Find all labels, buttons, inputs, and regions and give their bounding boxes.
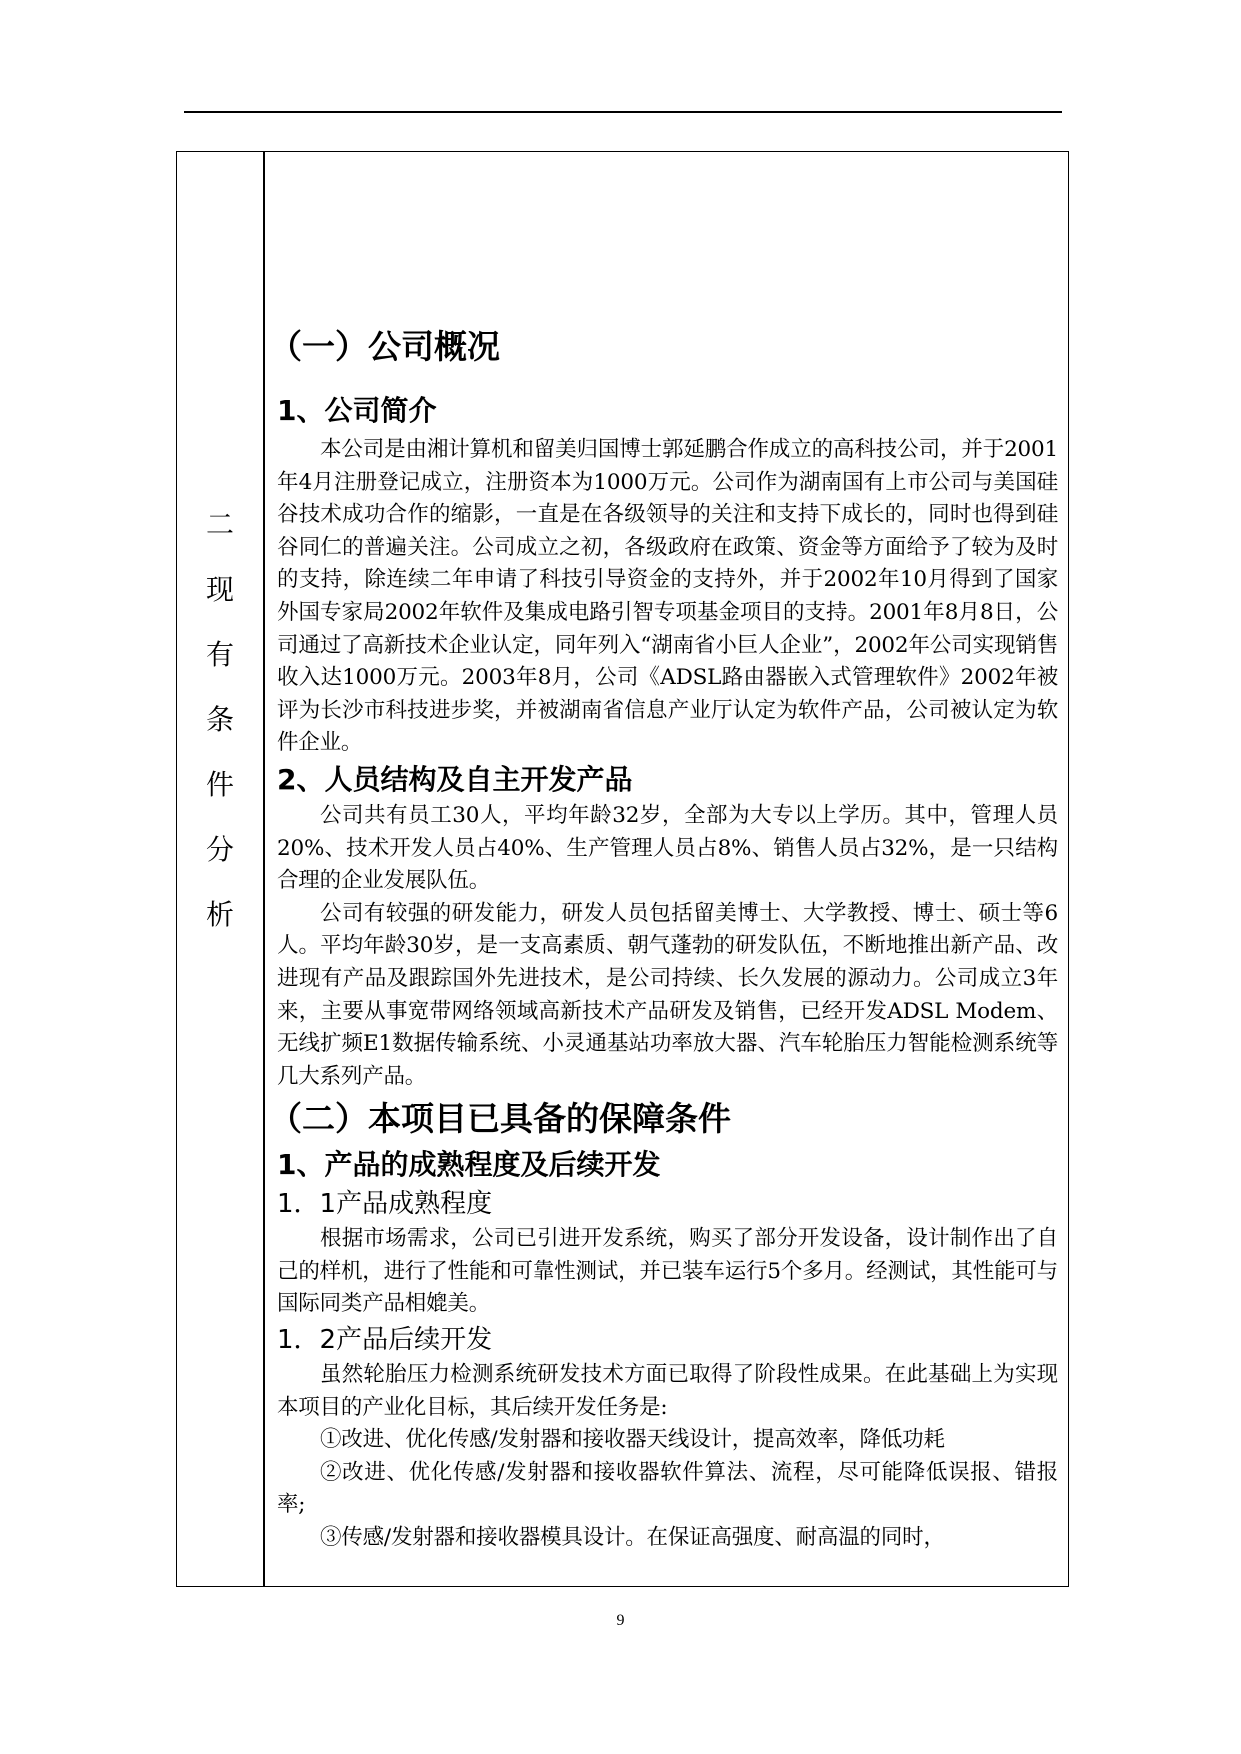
side-label bbox=[177, 492, 263, 947]
subsubsection-title: 1．1产品成熟程度 bbox=[277, 1189, 493, 1220]
subsection-title: 1、公司简介 bbox=[277, 394, 437, 427]
subsubsection-title: 1．2产品后续开发 bbox=[277, 1325, 493, 1356]
list-item: ①改进、优化传感/发射器和接收器天线设计，提高效率，降低功耗 bbox=[320, 1427, 945, 1453]
document-table bbox=[176, 151, 1069, 1587]
side-label-char: 分 bbox=[205, 833, 234, 866]
page-number: 9 bbox=[616, 1612, 625, 1629]
side-label-char: 有 bbox=[205, 638, 234, 671]
paragraph: 虽然轮胎压力检测系统研发技术方面已取得了阶段性成果。在此基础上为实现本项目的产业化目标，其后续开发任务是: bbox=[277, 1362, 1058, 1420]
list-item: ③传感/发射器和接收器模具设计。在保证高强度、耐高温的同时， bbox=[320, 1525, 945, 1551]
side-label-char: 析 bbox=[205, 898, 234, 931]
side-label-char: 二 bbox=[205, 508, 234, 541]
list-item: ②改进、优化传感/发射器和接收器软件算法、流程，尽可能降低误报、错报率; bbox=[277, 1459, 1058, 1518]
subsection-title: 2、人员结构及自主开发产品 bbox=[277, 762, 633, 796]
paragraph: 公司共有员工30人，平均年龄32岁，全部为大专以上学历。其中，管理人员20%、技术开发人员占40%、生产管理人员占8%、销售人员占32%，是一只结构合理的企业发展队伍。 bbox=[277, 802, 1058, 894]
side-label-char: 现 bbox=[205, 573, 234, 606]
header-rule bbox=[184, 111, 1062, 113]
side-label-char: 件 bbox=[205, 768, 234, 801]
section-title: （二）本项目已具备的保障条件 bbox=[269, 1099, 731, 1139]
content-cell bbox=[269, 312, 1058, 1555]
side-label-char: 条 bbox=[205, 703, 234, 736]
paragraph: 本公司是由湘计算机和留美归国博士郭延鹏合作成立的高科技公司，并于2001年4月注册登记成立，注册资本为1000万元。公司作为湖南国有上市公司与美国硅谷技术成功合作的缩影，一直是在各级领导的关注和支持下成长的，同时也得到硅谷同仁的普遍关注。公司成立之初，各级政府在政策、资金等方面给予了较为及时的支持，除连续二年申请了科技引导资金的支持外，并于2002年10月得到了国家外国专家局2002年软件及集成电路引智专项基金项目的支持。2001年8月8日，公司通过了高新技术企业认定，同年列入“湖南省小巨人企业”，2002年公司实现销售收入达1000万元。2003年8月，公司《ADSL路由器嵌入式管理软件》2002年被评为长沙市科技进步奖，并被湖南省信息产业厅认定为软件产品，公司被认定为软件企业。 bbox=[277, 437, 1058, 756]
paragraph: 公司有较强的研发能力，研发人员包括留美博士、大学教授、博士、硕士等6人。平均年龄30岁，是一支高素质、朝气蓬勃的研发队伍，不断地推出新产品、改进现有产品及跟踪国外先进技术，是公司持续、长久发展的源动力。公司成立3年来，主要从事宽带网络领域高新技术产品研发及销售，已经开发ADSL Modem、无线扩频E1数据传输系统、小灵通基站功率放大器、汽车轮胎压力智能检测系统等几大系列产品。 bbox=[277, 900, 1058, 1089]
column-divider bbox=[263, 152, 265, 1586]
section-title: （一）公司概况 bbox=[269, 327, 500, 366]
paragraph: 根据市场需求，公司已引进开发系统，购买了部分开发设备，设计制作出了自己的样机，进行了性能和可靠性测试，并已装车运行5个多月。经测试，其性能可与国际同类产品相媲美。 bbox=[277, 1226, 1058, 1317]
subsection-title: 1、产品的成熟程度及后续开发 bbox=[277, 1148, 661, 1182]
